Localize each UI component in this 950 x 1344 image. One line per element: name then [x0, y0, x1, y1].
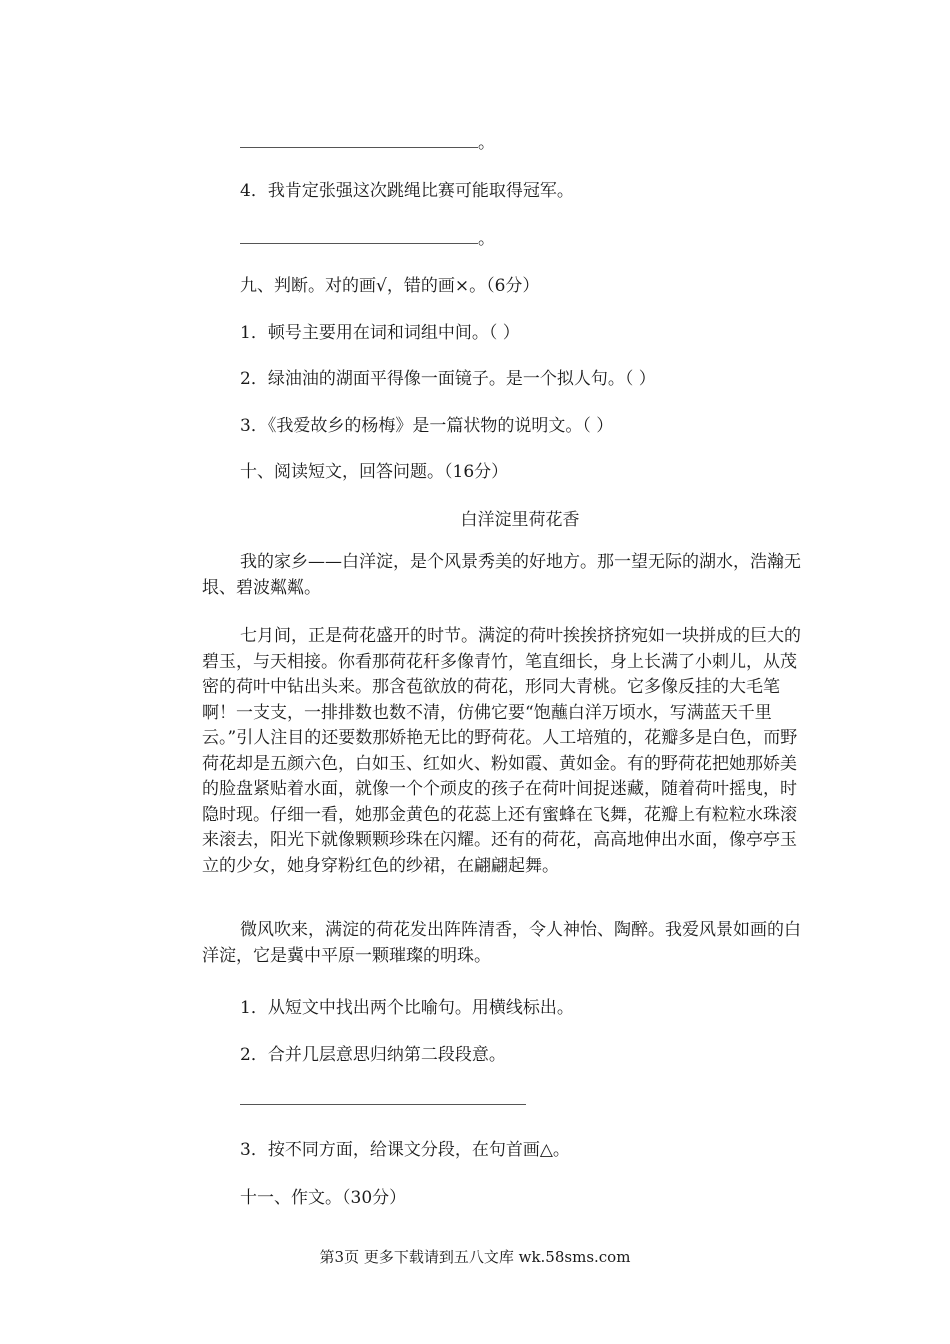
answer-period: 。 [478, 133, 495, 153]
section-9-heading: 九、判断。对的画√，错的画×。（6分） [240, 276, 540, 296]
passage-title: 白洋淀里荷花香 [460, 510, 580, 530]
judge-item-1: 1．顿号主要用在词和词组中间。（ ） [240, 323, 520, 343]
answer-blank[interactable] [240, 147, 478, 148]
page-footer: 第3页 更多下载请到五八文库 wk.58sms.com [319, 1248, 631, 1266]
answer-line-q2[interactable] [240, 1086, 526, 1110]
answer-line-3[interactable] [240, 128, 495, 153]
paragraph-text: 微风吹来，满淀的荷花发出阵阵清香，令人神怡、陶醉。我爱风景如画的白洋淀，它是冀中平原一颗璀璨的明珠。 [202, 920, 801, 966]
answer-period: 。 [478, 229, 495, 249]
answer-blank[interactable] [240, 243, 478, 244]
answer-line-4[interactable] [240, 224, 495, 249]
section-11-heading: 十一、作文。（30分） [240, 1188, 407, 1208]
reading-question-1: 1．从短文中找出两个比喻句。用横线标出。 [240, 998, 574, 1018]
paragraph-text: 我的家乡——白洋淀，是个风景秀美的好地方。那一望无际的湖水，浩瀚无垠、碧波粼粼。 [202, 552, 801, 598]
passage-paragraph-2 [202, 624, 812, 879]
answer-blank[interactable] [240, 1086, 526, 1105]
passage-paragraph-1 [202, 550, 812, 601]
question-4: 4．我肯定张强这次跳绳比赛可能取得冠军。 [240, 181, 574, 201]
passage-paragraph-3 [202, 918, 812, 969]
judge-item-3: 3．《我爱故乡的杨梅》是一篇状物的说明文。（ ） [240, 416, 614, 436]
judge-item-2: 2．绿油油的湖面平得像一面镜子。是一个拟人句。（ ） [240, 369, 656, 389]
section-10-heading: 十、阅读短文，回答问题。（16分） [240, 462, 509, 482]
reading-question-3: 3．按不同方面，给课文分段，在句首画△。 [240, 1140, 570, 1160]
paragraph-text: 七月间，正是荷花盛开的时节。满淀的荷叶挨挨挤挤宛如一块拼成的巨大的碧玉，与天相接。你看那荷花秆多像青竹，笔直细长，身上长满了小刺儿，从茂密的荷叶中钻出头来。那含苞欲放的荷花，形同大青桃。它多像反挂的大毛笔啊！一支支，一排排数也数不清，仿佛它要“饱蘸白洋万顷水，写满蓝天千里云。”引人注目的还要数那娇艳无比的野荷花。人工培殖的，花瓣多是白色，而野荷花却是五颜六色，白如玉、红如火、粉如霞、黄如金。有的野荷花把她那娇美的脸盘紧贴着水面，就像一个个顽皮的孩子在荷叶间捉迷藏，随着荷叶摇曳，时隐时现。仔细一看，她那金黄色的花蕊上还有蜜蜂在飞舞，花瓣上有粒粒水珠滚来滚去，阳光下就像颗颗珍珠在闪耀。还有的荷花，高高地伸出水面，像亭亭玉立的少女，她身穿粉红色的纱裙，在翩翩起舞。 [202, 626, 801, 876]
reading-question-2: 2．合并几层意思归纳第二段段意。 [240, 1045, 506, 1065]
